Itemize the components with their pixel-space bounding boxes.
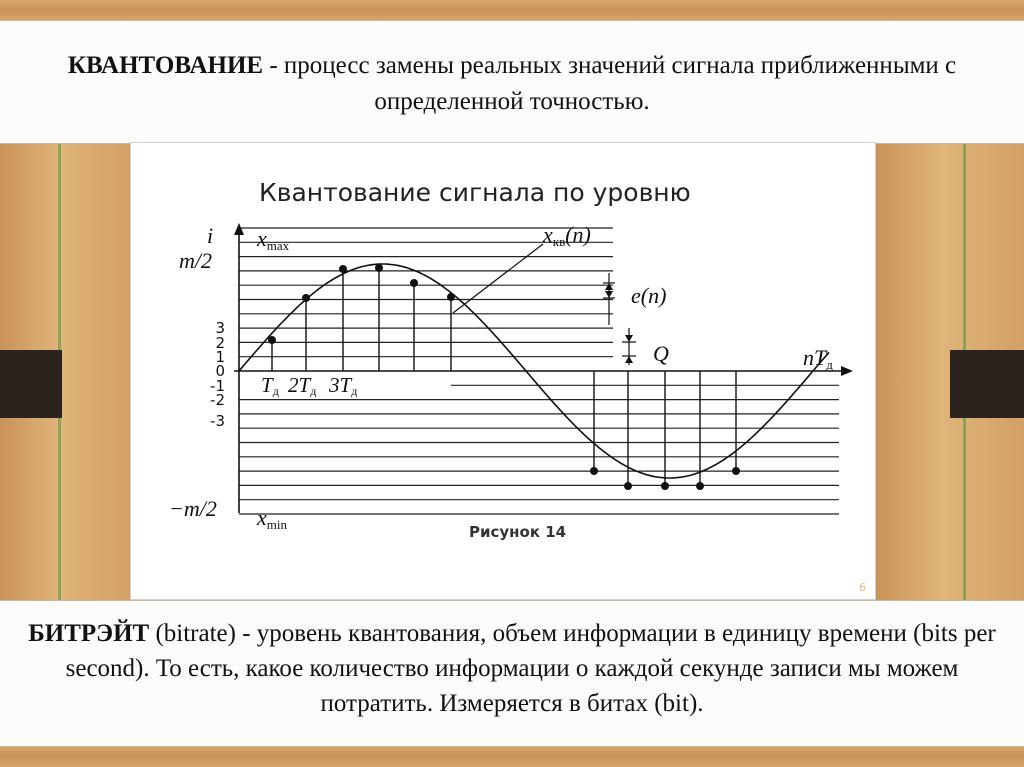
sample-time-label — [288, 373, 316, 398]
tick-label: -1 — [210, 377, 225, 395]
x-max-label — [256, 226, 290, 253]
y-axis-arrow — [234, 223, 244, 235]
sample-point — [268, 336, 276, 344]
left-dark-bar — [0, 350, 62, 418]
t3-sub: д — [351, 384, 358, 398]
tick-label: 3 — [215, 319, 225, 337]
sample-point — [302, 294, 310, 302]
tick-label: 1 — [215, 348, 225, 366]
sample-point — [661, 482, 669, 490]
figure-caption: Рисунок 14 — [469, 523, 567, 541]
x-min-label — [256, 505, 287, 532]
x-axis-arrow — [841, 366, 853, 376]
tick-label: 2 — [215, 334, 225, 352]
q-arrow — [625, 335, 633, 342]
y-bottom-label: −m/2 — [169, 496, 217, 521]
bitrate-definition — [12, 616, 1012, 721]
xkv-leader-line — [453, 244, 543, 313]
quantization-definition-text: - процесс замены реальных значений сигнала приближенными с определенной точностью. — [263, 52, 957, 115]
t2-sub: д — [310, 384, 317, 398]
x-axis-sub: д — [826, 357, 833, 372]
sample-point — [624, 482, 632, 490]
t3-main: 3T — [329, 373, 352, 397]
quantization-term: КВАНТОВАНИЕ — [67, 52, 264, 79]
y-top-label: m/2 — [179, 248, 212, 273]
y-axis-label: i — [207, 223, 214, 248]
tick-labels — [210, 319, 225, 430]
error-arrow — [605, 283, 613, 290]
wood-bottom-band — [0, 745, 1024, 767]
sample-time-label — [261, 373, 279, 398]
x-max-sub: max — [266, 238, 290, 253]
tick-label: -2 — [210, 391, 225, 409]
q-label: Q — [653, 341, 669, 366]
tick-label: -3 — [210, 412, 225, 430]
error-label: e(n) — [631, 283, 667, 308]
t1-sub: д — [272, 384, 279, 398]
xkv-sub: кв — [552, 234, 566, 249]
sample-point — [339, 265, 347, 273]
sample-time-label — [328, 373, 357, 398]
quantization-diagram — [131, 143, 877, 601]
q-arrow — [625, 356, 633, 363]
quantization-definition — [10, 48, 1014, 120]
right-dark-bar — [950, 350, 1024, 418]
t2-main: 2T — [288, 373, 311, 397]
sample-point — [410, 279, 418, 287]
figure-panel — [130, 142, 876, 600]
x-axis-label — [803, 345, 833, 372]
x-min-main: x — [257, 505, 267, 530]
xkv-arg: (n) — [565, 222, 591, 247]
x-axis-main: nT — [803, 345, 827, 370]
xkv-label — [542, 222, 591, 249]
tick-label: 0 — [215, 362, 225, 380]
xkv-main: x — [543, 222, 553, 247]
bitrate-term: БИТРЭЙТ — [28, 620, 150, 647]
x-max-main: x — [257, 226, 267, 251]
bitrate-definition-text: (bitrate) - уровень квантования, объем информации в единицу времени (bits per second). То есть, какое количество информации о каждой секунде записи мы можем потратить. Измеряется в битах (bit). — [65, 620, 996, 717]
sample-point — [590, 467, 598, 475]
error-arrow — [605, 291, 613, 298]
wood-top-band — [0, 0, 1024, 20]
x-min-sub: min — [266, 517, 287, 532]
sample-point — [696, 482, 704, 490]
sample-point — [375, 264, 383, 272]
t1-main: T — [261, 373, 273, 397]
figure-title: Квантование сигнала по уровню — [259, 178, 691, 207]
sample-point — [447, 293, 455, 301]
page-number: 6 — [859, 581, 866, 594]
sample-point — [732, 467, 740, 475]
